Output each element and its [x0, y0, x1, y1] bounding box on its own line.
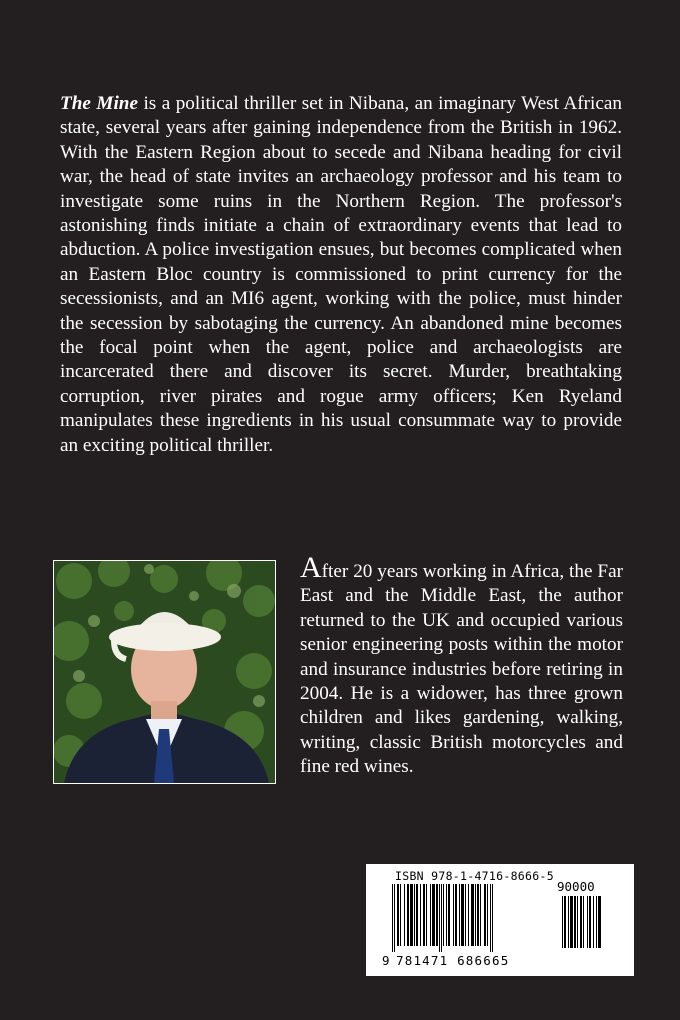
barcode-bar	[455, 884, 457, 946]
barcode-bar	[461, 884, 464, 946]
barcode-bar	[394, 884, 395, 952]
barcode-bar	[446, 884, 447, 946]
barcode-bar	[562, 896, 563, 948]
bio-dropcap: A	[300, 551, 322, 584]
blurb-text: is a political thriller set in Nibana, an imaginary West African state, several years after gaining independence from the British in 1962. With the Eastern Region about to secede and Nibana heading for civil war, the head of state invites an archaeology professor and his team to investigate some ruins in the Northern Region. The professor's astonishing finds initiate a chain of extraordinary events that lead to abduction. A police investigation ensues, but becomes complicated when an Eastern Bloc country is commissioned to print currency for the secessionists, and an MI6 agent, working with the police, must hinder the secession by sabotaging the currency. An abandoned mine becomes the focal point when the agent, police and archaeologists are incarcerated there and discover its secret. Murder, breathtaking corruption, river pirates and rogue army officers; Ken Ryeland manipulates these ingredients in his usual consummate way to provide an exciting political thriller.	[60, 93, 622, 456]
barcode-bar	[564, 896, 566, 948]
barcode-bar	[598, 896, 601, 948]
barcode-bar	[439, 884, 440, 952]
author-photo	[53, 560, 276, 784]
barcode-bar	[570, 896, 573, 948]
barcode-bar	[487, 884, 488, 946]
barcode-bar	[436, 884, 438, 946]
barcode-bar	[404, 884, 405, 946]
barcode-bar	[407, 884, 409, 946]
addon-barcode-bars	[562, 896, 622, 954]
barcode-bar	[426, 884, 427, 946]
barcode-digits: 781471 686665	[396, 953, 510, 968]
barcode-bar	[448, 884, 450, 946]
book-title: The Mine	[60, 93, 138, 114]
barcode-bar	[465, 884, 466, 946]
barcode-bars	[392, 884, 552, 954]
barcode-bar	[392, 884, 393, 952]
barcode-bar	[430, 884, 431, 946]
barcode-bar	[420, 884, 421, 946]
barcode-bar	[577, 896, 578, 948]
barcode-bar	[443, 884, 444, 946]
barcode-bar	[587, 896, 588, 948]
barcode-bar	[410, 884, 413, 946]
barcode-bar	[596, 896, 597, 948]
barcode-bar	[400, 884, 401, 946]
back-cover-blurb	[60, 92, 622, 458]
barcode-bar	[492, 884, 493, 952]
author-bio	[300, 551, 623, 780]
barcode-bar	[459, 884, 460, 946]
barcode-bar	[574, 896, 576, 948]
barcode-bar	[480, 884, 481, 946]
barcode-bar	[593, 896, 594, 948]
barcode-bar	[468, 884, 469, 946]
barcode-bar	[416, 884, 418, 946]
barcode-bar	[589, 896, 591, 948]
barcode-bar	[414, 884, 415, 946]
barcode-bar	[477, 884, 479, 946]
barcode-bar	[441, 884, 442, 952]
barcode-bar	[484, 884, 486, 946]
isbn-label: ISBN 978-1-4716-8666-5	[395, 869, 554, 883]
barcode-bar	[580, 896, 582, 948]
barcode-bar	[475, 884, 476, 946]
barcode-bar	[453, 884, 454, 946]
barcode-bar	[423, 884, 425, 946]
barcode-bar	[397, 884, 399, 946]
barcode-bar	[583, 896, 584, 948]
barcode-bar	[490, 884, 491, 952]
barcode-bar	[568, 896, 569, 948]
barcode-first-digit: 9	[382, 953, 390, 968]
isbn-barcode	[366, 864, 634, 976]
barcode-bar	[432, 884, 435, 946]
barcode-bar	[471, 884, 474, 946]
price-code: 90000	[557, 879, 595, 894]
bio-text: fter 20 years working in Africa, the Far East and the Middle East, the author returned to the UK and occupied various senior engineering posts within the motor and insurance industries before retiring in 2004. He is a widower, has three grown children and likes gardening, walking, writing, classic British motorcycles and fine red wines.	[300, 561, 623, 778]
